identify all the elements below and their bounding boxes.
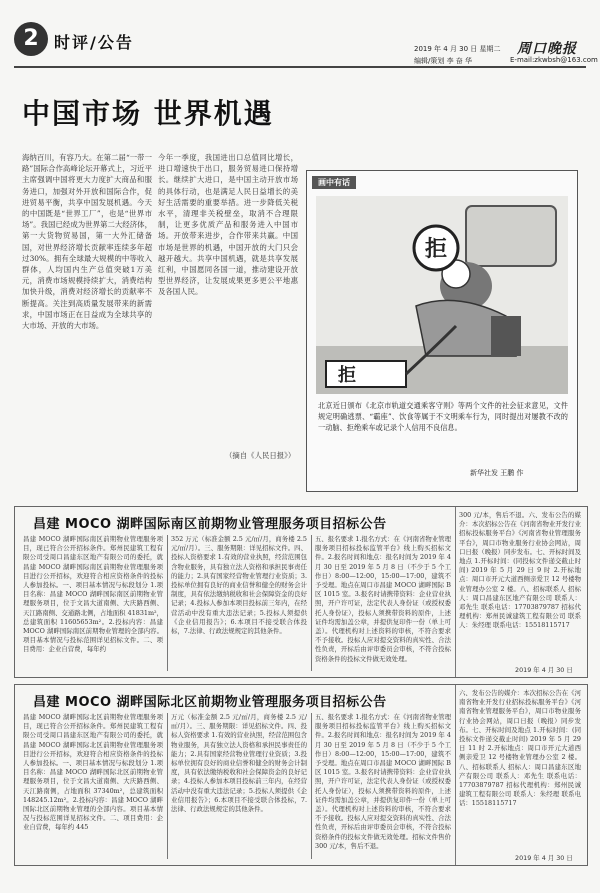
tender-notice-column-3: 五、报名要求 1.报名方式：在《河南省物业管理服务项目招标投标监管平台》线上购买招标文件。2.报名时间和地点：报名时间为 2019 年 4 月 30 日至 2019 年 5 月 8 日（不少于 5 个工作日）8:00—12:00，15:00—17:00，建筑不予受理。地点在周口市昌建 MOCO 湖畔国际 B 区 1015 室。3.报名时请携带资料：企业营业执照，开户许可证，法定代表人身份证（或授权委托人身份证），投标人须携带资料的原件，上述证件均需加盖公章，并提供复印件一份（单上可盖）。代理机构对上述资料的审核，不符合要求不予接收。投标人应对提交资料的真实性、合法性负责，开标后由评审委员会审核，不符合投标资格条件的投标文件做无效处理。 [315,535,451,663]
tender-notice-title: 昌建 MOCO 湖畔国际北区前期物业管理服务项目招标公告 [33,695,387,710]
tender-notice-column-4: 六、发布公告的媒介：本次招标公告在《河南省物业开发行业招标投标服务平台》《河南省物业管理服务平台》，周口市物业服务行业协会网站，周口日报（晚报）同步发布。七、开标时间及地点 1.开标时间：(同投标文件递交截止时间) 2019 年 5 月 29 日 11 时 2.开标地点：周口市开元大道西侧亲爱卫 12 号楼物业管理办公室 2 楼。八、招标联系人 招标人：周口昌建东区地产有限公司 联系人：邓先生 联系电话：17703879787 招标代理机构：郑州民诚建筑工程有限公司 联系人：朱经理 联系电话：15518115717 [459,689,581,808]
page-number-badge: 2 [14,22,48,56]
article-headline: 中国市场 世界机遇 [22,97,274,130]
column-divider [311,713,312,859]
tender-notice-title: 昌建 MOCO 湖畔国际南区前期物业管理服务项目招标公告 [33,517,387,532]
column-divider [455,507,456,677]
cartoon-illustration [316,196,568,394]
newspaper-logo: 周口晚报 [517,41,577,57]
column-divider [167,713,168,859]
tender-notice-column-2: 万元（标准金额 2.5 元/㎡/月，商务楼 2.5 元/㎡/月）。三、服务期限：详见招标文件。四、投标人资格要求 1.有效的营业执照，经营范围包含物业服务，具有独立法人资格和承担民事责任的能力；2.具有国家经营物业管理行业资质；3.投标单位拥有良好的商业信誉和健全的财务会计制度，具有依法缴纳税收和社会保障资金的良好记录；4.投标人参加本项目投标前三年内，在经营活动中没有重大违法记录；5.投标人须提供《企业信用报告》；6.本项目不接受联合体投标，7.法律、行政法规规定的其他条件。 [171,713,307,814]
section-title: 时评/公告 [54,33,134,52]
tender-notice-column-1: 昌建 MOCO 湖畔国际南区前期物业管理服务项目，现已符合公开招标条件。郑州民建筑工程有限公司受周口昌建东区地产有限公司的委托，就昌建 MOCO 湖畔国际南区前期物业管理服务项目进行公开招标，欢迎符合相应资格条件的投标人参加投标。一、项目基本情况与标段划分 1.项目名称：昌建 MOCO 湖畔国际南区前期物业管理服务项目，位于文昌大道南侧、大庆路西侧、天江路南侧、交通路北侧，占地面积 41831m²，总建筑面积 11605653m²。2.投标内容：昌建 MOCO 湖畔国际南区前期物业管理的全部内容。项目基本情况与投标范围详见招标文件。二、项目费用：企业自营费，每年约 [23,535,163,654]
tender-notice-column-3: 五、报名要求 1.报名方式：在《河南省物业管理服务项目招标投标监管平台》线上购买招标文件。2.报名时间和地点：报名时间为 2019 年 4 月 30 日至 2019 年 5 月 8 日（不少于 5 个工作日）8:00—12:00，15:00—17:00，建筑不予受理。地点在周口市昌建 MOCO 湖畔国际 B 区 1015 室。3.报名时请携带资料：企业营业执照，开户许可证，法定代表人身份证（或授权委托人身份证），投标人须携带资料的原件，上述证件均需加盖公章，并提供复印件一份（单上可盖）。代理机构对上述资料的审核，不符合要求不予接收。投标人应对提交资料的真实性、合法性负责，开标后由评审委员会审核，不符合投标资格条件的投标文件做无效处理。招标文件售价 300 元/本，售后不退。 [315,713,451,850]
page-header [0,0,600,65]
tender-notice-date: 2019 年 4 月 30 日 [515,666,573,674]
sign-top-text: 拒 [424,237,448,262]
tender-notice-column-2: 352 万元（标准金额 2.5 元/㎡/月，商务楼 2.5 元/㎡/月）。三、服务期限：详见招标文件。四、投标人资格要求 1.有效的营业执照，经营范围包含物业服务，具有独立法人资格和承担民事责任的能力；2.具有国家经营物业管理行业资质；3.投标单位拥有良好的商业信誉和健全的财务会计制度，具有依法缴纳税收和社会保障资金的良好记录；4.投标人参加本项目投标前三年内，在经营活动中没有重大违法记录；5.投标人须提供《企业信用报告》；6.本项目不接受联合体投标，7.法律、行政法规规定的其他条件。 [171,535,307,636]
contact-email: E-mail:zkwbsh@163.com [510,56,598,64]
article-column-1: 海纳百川，有容乃大。在第二届“一带一路”国际合作高峰论坛开幕式上，习近平主席强调中国将更大力度扩大商品和服务进口，加强对外开放和国际合作，促进贸易平衡，共享中国发展机遇。今天的中国既是“世界工厂”，也是“世界市场”。我国已经成为世界第二大经济体，第一大货物贸易国，第一大外汇储备国，对世界经济增长贡献率连续多年超过30%。拥有全球最大规模的中等收入群体，人均国内生产总值突破1万美元，消费市场规模持续扩大，消费结构加快升级，消费对经济增长的贡献率不断提高。关注到高质量发展带来的新需求，中国市场正在日益成为全球共享的大市场、开放的大市场。 [22,153,152,331]
header-divider [14,66,586,68]
article-column-2: 今年一季度，我国进出口总值同比增长，进口增速快于出口，服务贸易进口保持增长。继续扩大进口，是中国主动开放市场的具体行动，也是满足人民日益增长的美好生活需要的重要举措。进一步降低关税水平，清理非关税壁垒，取消不合理限制，让更多优质产品和服务进入中国市场。开放带来进步，合作带来共赢。中国市场是世界的机遇，中国开放的大门只会越开越大。共享中国机遇，就是共享发展红利，中国愿同各国一道，推动建设开放型世界经济，让发展成果更多更公平地惠及各国人民。 [158,153,298,297]
editor-credits: 编辑/策划 李 奋 华 [414,57,473,65]
tender-notice-north [14,684,588,866]
cartoon-credit: 新华社发 王鹏 作 [470,469,524,477]
tender-notice-column-1: 昌建 MOCO 湖畔国际北区前期物业管理服务项目，现已符合公开招标条件。郑州民建筑工程有限公司受周口昌建东区地产有限公司的委托，就昌建 MOCO 湖畔国际北区前期物业管理服务项目进行公开招标，欢迎符合相应资格条件的投标人参加投标。一、项目基本情况与标段划分 1.项目名称：昌建 MOCO 湖畔国际北区前期物业管理服务项目，位于文昌大道南侧、大庆路西侧、天江路南侧，占地面积 37340m²，总建筑面积 148245.12m²。2.投标内容：昌建 MOCO 湖畔国际北区前期物业管理的全部内容。项目基本情况与投标范围详见招标文件。二、项目费用：企业自营费，每年约 445 [23,713,163,832]
tender-notice-date: 2019 年 4 月 30 日 [515,854,573,862]
tender-notice-south [14,506,588,678]
sign-bottom-text: 拒 [338,365,356,386]
issue-date: 2019 年 4 月 30 日 星期二 [414,45,501,53]
column-divider [167,535,168,671]
article-source: （摘自《人民日报》） [225,451,296,460]
column-divider [455,685,456,865]
cartoon-caption: 北京近日颁布《北京市轨道交通乘客守则》等两个文件的社会征求意见，文件规定明确逃票、“霸座”、饮食等属于不文明乘车行为，同时提出对屡教不改的一动脑、拒绝乘车或记录个人信用不良信息。 [318,401,568,432]
column-divider [311,535,312,671]
tender-notice-column-4: 300 元/本，售后不退。六、发布公告的媒介：本次招标公告在《河南省物业开发行业招标投标服务平台》《河南省物业管理服务平台》，周口市物业服务行业协会网站，周口日报（晚报）同步发布。七、开标时间及地点 1.开标时间：(同投标文件递交截止时间) 2019 年 5 月 29 日 9 时 2.开标地点：周口市开元大道西侧亲爱卫 12 号楼物业管理办公室 2 楼。八、招标联系人 招标人：周口昌建东区地产有限公司 联系人：邓先生 联系电话：17703879787 招标代理机构：郑州民诚建筑工程有限公司 联系人：朱经理 联系电话：15518115717 [459,511,581,630]
cartoon-tag: 画中有话 [312,176,356,189]
